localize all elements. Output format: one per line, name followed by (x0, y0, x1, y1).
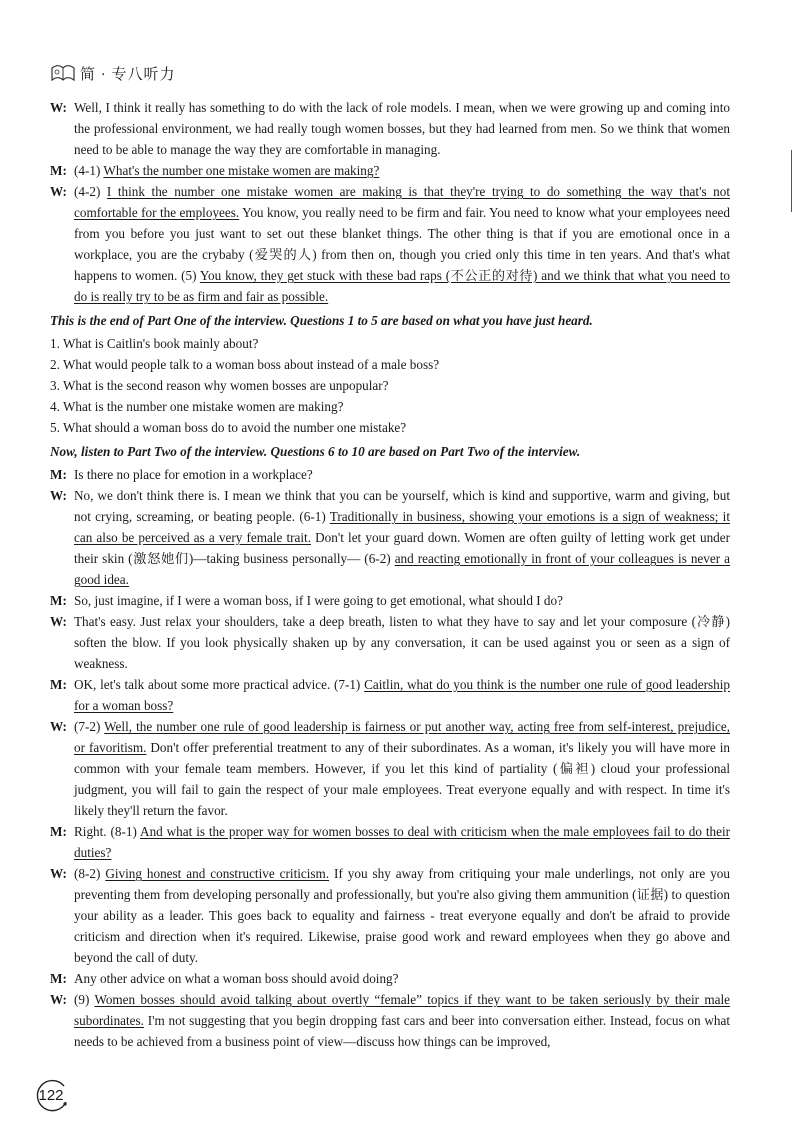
dialogue-text: (7-2) (74, 719, 105, 734)
speaker-label: W: (50, 614, 67, 629)
speaker-label: W: (50, 992, 67, 1007)
speaker-label: W: (50, 488, 67, 503)
dialogue-text: If you shy away from critiquing your male underlings, not only are you preventing them from developing personally and professionally, but you're also giving them ammunition (证据) to question your ability as a leader. This goes back to equality and fairness - treat everyone equally and don't be afraid to provide criticism and direction when it's required. Likewise, praise good work and reward employees when they go above and beyond the call of duty. (74, 866, 730, 965)
dialogue-m-1 (50, 160, 730, 181)
speaker-label: W: (50, 184, 67, 199)
question-1: 1. What is Caitlin's book mainly about? (50, 336, 259, 351)
speaker-label: M: (50, 163, 67, 178)
dialogue-w-3 (50, 485, 730, 590)
page-header (50, 62, 176, 84)
dialogue-m-4 (50, 674, 730, 716)
dialogue-text: That's easy. Just relax your shoulders, take a deep breath, listen to what they have to say and let your composure (冷静) soften the blow. If you look physically shaken up by any conversation, it can be used against you or seen as a sign of weakness. (74, 614, 730, 671)
dialogue-m-6 (50, 968, 730, 989)
book-logo-icon (50, 62, 76, 84)
question-4: 4. What is the number one mistake women are making? (50, 399, 344, 414)
answer-underline: Traditionally in business, showing your emotions is a sign of weakness; it can also be perceived as a very female trait. (74, 509, 730, 545)
dialogue-text: You know, you really need to be firm and fair. You need to know what your employees need from you before you just want to set out these blanket things. The other thing is that if you are emotional once in a workplace, you are the crybaby (爱哭的人) from then on, though you cried only this time in ten years. And that's what happens to women. (5) (74, 205, 730, 283)
section-instruction-2: Now, listen to Part Two of the interview. Questions 6 to 10 are based on Part Two of the interview. (50, 444, 581, 459)
dialogue-text: Is there no place for emotion in a workplace? (74, 467, 313, 482)
header-title: 简 · 专八听力 (80, 66, 176, 83)
question-3: 3. What is the second reason why women bosses are unpopular? (50, 378, 389, 393)
dialogue-w-2 (50, 181, 730, 307)
answer-underline: You know, they get stuck with these bad raps (不公正的对待) and we think that what you need to do is really try to be as firm and fair as possible. (74, 268, 730, 304)
answer-underline: Caitlin, what do you think is the number one rule of good leadership for a woman boss? (74, 677, 730, 713)
dialogue-text: Don't let your guard down. Women are often guilty of letting work get under their skin (激怒她们)—taking business personally— (6-2) (74, 530, 730, 566)
margin-line (791, 150, 792, 212)
speaker-label: W: (50, 719, 67, 734)
speaker-label: M: (50, 677, 67, 692)
answer-underline: What's the number one mistake women are making? (103, 163, 380, 178)
dialogue-text: Right. (8-1) (74, 824, 141, 839)
dialogue-w-6 (50, 863, 730, 968)
transcript (50, 97, 730, 1052)
answer-underline: I think the number one mistake women are making is that they're trying to do something the way that's not comfortable for the employees. (74, 184, 730, 220)
dialogue-text: I'm not suggesting that you begin dropping fast cars and beer into conversation either. Instead, focus on what needs to be achieved from a business point of view—discuss how things can be improved, (74, 1013, 730, 1049)
answer-underline: Well, the number one rule of good leadership is fairness or put another way, acting free from self-interest, prejudice, or favoritism. (74, 719, 730, 755)
question-2: 2. What would people talk to a woman boss about instead of a male boss? (50, 357, 440, 372)
dialogue-w-1 (50, 97, 730, 160)
dialogue-text: (8-2) (74, 866, 106, 881)
dialogue-m-3 (50, 590, 730, 611)
dialogue-w-7 (50, 989, 730, 1052)
dialogue-text: Any other advice on what a woman boss should avoid doing? (74, 971, 399, 986)
speaker-label: M: (50, 467, 67, 482)
page-number: 122 (38, 1087, 64, 1104)
dialogue-m-2 (50, 464, 730, 485)
dialogue-text: OK, let's talk about some more practical advice. (7-1) (74, 677, 365, 692)
dialogue-m-5 (50, 821, 730, 863)
speaker-label: M: (50, 971, 67, 986)
dialogue-text: (4-1) (74, 163, 104, 178)
dialogue-text: Well, I think it really has something to do with the lack of role models. I mean, when we were growing up and coming into the professional environment, we had really tough women bosses, but they had learned from men. So we think that women need to be able to manage the way they are comfortable in managing. (74, 100, 730, 157)
dialogue-text: So, just imagine, if I were a woman boss, if I were going to get emotional, what should I do? (74, 593, 563, 608)
dialogue-text: No, we don't think there is. I mean we think that you can be yourself, which is kind and supportive, warm and giving, but not crying, screaming, or beating people. (6-1) (74, 488, 730, 524)
answer-underline: Giving honest and constructive criticism. (105, 866, 330, 881)
page-number-badge (34, 1078, 70, 1114)
answer-underline: and reacting emotionally in front of your colleagues is never a good idea. (74, 551, 730, 587)
speaker-label: M: (50, 824, 67, 839)
dialogue-text: Don't offer preferential treatment to any of their subordinates. As a woman, it's likely you will have more in common with your female team members. However, if you let this kind of partiality (偏袒) cloud your professional judgment, you will fail to gain the respect of your male employees. Treat everyone equally and with respect. In time it's likely they'll return the favor. (74, 740, 730, 818)
speaker-label: W: (50, 100, 67, 115)
dialogue-w-5 (50, 716, 730, 821)
section-instruction-1: This is the end of Part One of the interview. Questions 1 to 5 are based on what you have just heard. (50, 313, 593, 328)
dialogue-w-4 (50, 611, 730, 674)
question-5: 5. What should a woman boss do to avoid the number one mistake? (50, 420, 407, 435)
answer-underline: Women bosses should avoid talking about overtly “female” topics if they want to be taken seriously by their male subordinates. (74, 992, 730, 1028)
speaker-label: M: (50, 593, 67, 608)
dialogue-text: (9) (74, 992, 95, 1007)
answer-underline: And what is the proper way for women bosses to deal with criticism when the male employees fail to do their duties? (74, 824, 730, 860)
dialogue-text: (4-2) (74, 184, 107, 199)
speaker-label: W: (50, 866, 67, 881)
